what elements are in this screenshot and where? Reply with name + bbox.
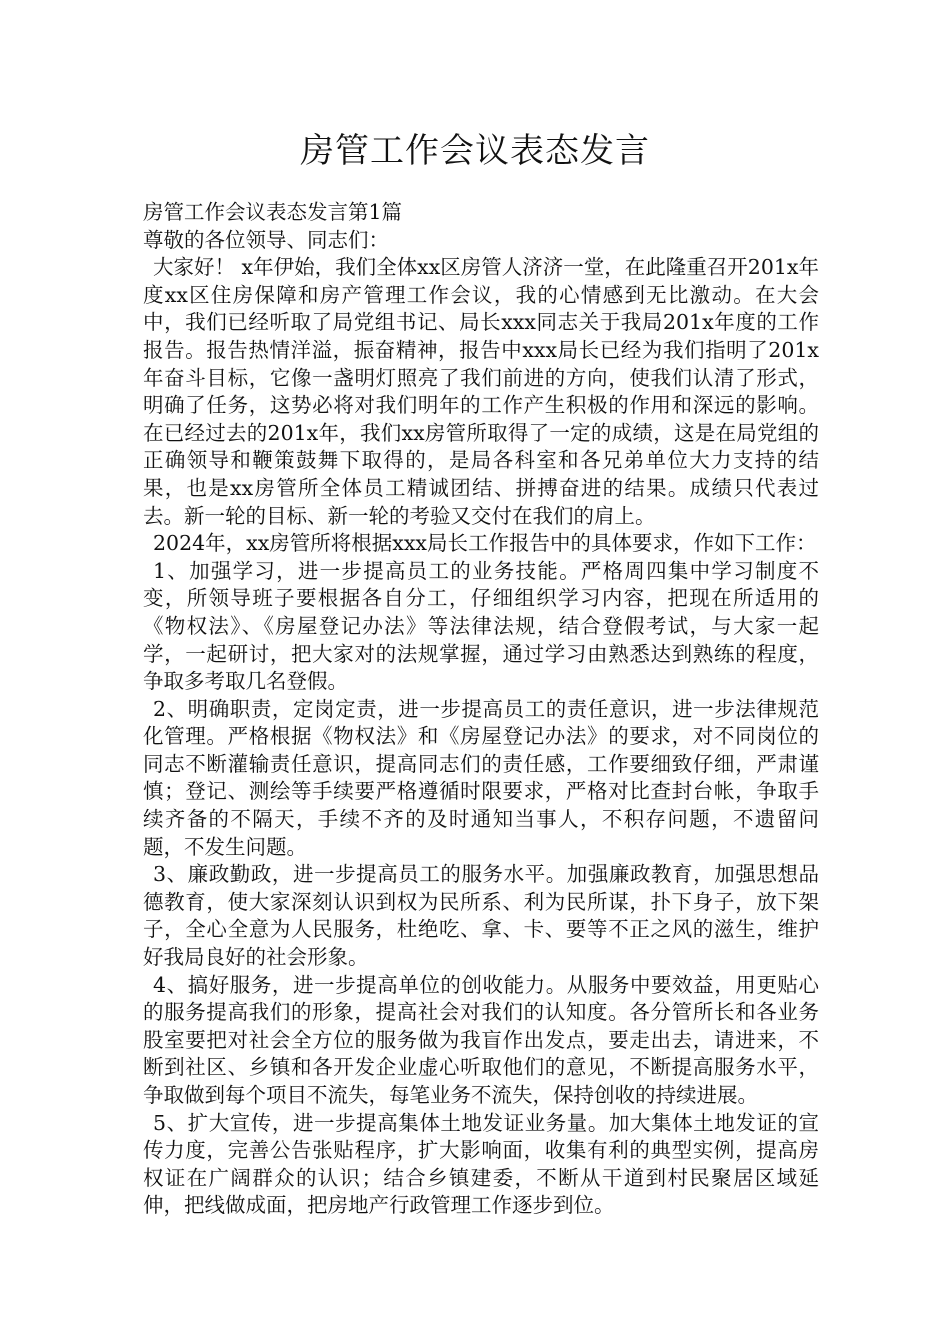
- paragraph-item-1: 1、加强学习，进一步提高员工的业务技能。严格周四集中学习制度不变，所领导班子要根据各自分工，仔细组织学习内容，把现在所适用的《物权法》、《房屋登记办法》等法律法规，结合登假考试，与大家一起学，一起研讨，把大家对的法规掌握，通过学习由熟悉达到熟练的程度，争取多考取几名登假。: [143, 558, 819, 694]
- paragraph-item-5: 5、扩大宣传，进一步提高集体土地发证业务量。加大集体土地发证的宣传力度，完善公告张贴程序，扩大影响面，收集有利的典型实例，提高房权证在广阔群众的认识；结合乡镇建委，不断从干道到村民聚居区域延伸，把线做成面，把房地产行政管理工作逐步到位。: [143, 1110, 819, 1218]
- paragraph-item-3: 3、廉政勤政，进一步提高员工的服务水平。加强廉政教育，加强思想品德教育，使大家深刻认识到权为民所系、利为民所谋，扑下身子，放下架子，全心全意为人民服务，杜绝吃、拿、卡、要等不正之风的滋生，维护好我局良好的社会形象。: [143, 862, 819, 970]
- paragraph-plan-intro: 2024年，xx房管所将根据xxx局长工作报告中的具体要求，作如下工作：: [153, 531, 817, 556]
- paragraph-item-4: 4、搞好服务，进一步提高单位的创收能力。从服务中要效益，用更贴心的服务提高我们的形象，提高社会对我们的认知度。各分管所长和各业务股室要把对社会全方位的服务做为我盲作出发点，要走出去，请进来，不断到社区、乡镇和各开发企业虚心听取他们的意见，不断提高服务水平，争取做到每个项目不流失，每笔业务不流失，保持创收的持续进展。: [143, 972, 819, 1107]
- paragraph-item-2: 2、明确职责，定岗定责，进一步提高员工的责任意识，进一步法律规范化管理。严格根据《物权法》和《房屋登记办法》的要求，对不同岗位的同志不断灌输责任意识，提高同志们的责任感，工作要细致仔细，严肃谨慎；登记、测绘等手续要严格遵循时限要求，严格对比查封台帐，争取手续齐备的不隔天，手续不齐的及时通知当事人，不积存问题，不遗留问题，不发生问题。: [143, 696, 819, 859]
- paragraph-opening: 大家好！ x年伊始，我们全体xx区房管人济济一堂，在此隆重召开201x年度xx区住房保障和房产管理工作会议，我的心情感到无比激动。在大会中，我们已经听取了局党组书记、局长xxx同志关于我局201x年度的工作报告。报告热情洋溢，振奋精神，报告中xxx局长已经为我们指明了201x年奋斗目标，它像一盏明灯照亮了我们前进的方向，使我们认清了形式，明确了任务，这势必将对我们明年的工作产生积极的作用和深远的影响。在已经过去的201x年，我们xx房管所取得了一定的成绩，这是在局党组的正确领导和鞭策鼓舞下取得的，是局各科室和各兄弟单位大力支持的结果，也是xx房管所全体员工精诚团结、拼搏奋进的结果。成绩只代表过去。新一轮的目标、新一轮的考验又交付在我们的肩上。: [143, 255, 819, 528]
- section-heading: 房管工作会议表态发言第1篇: [143, 200, 403, 224]
- document-title: 房管工作会议表态发言: [300, 131, 650, 171]
- document-body: [143, 199, 819, 1220]
- salutation: 尊敬的各位领导、同志们：: [143, 227, 389, 252]
